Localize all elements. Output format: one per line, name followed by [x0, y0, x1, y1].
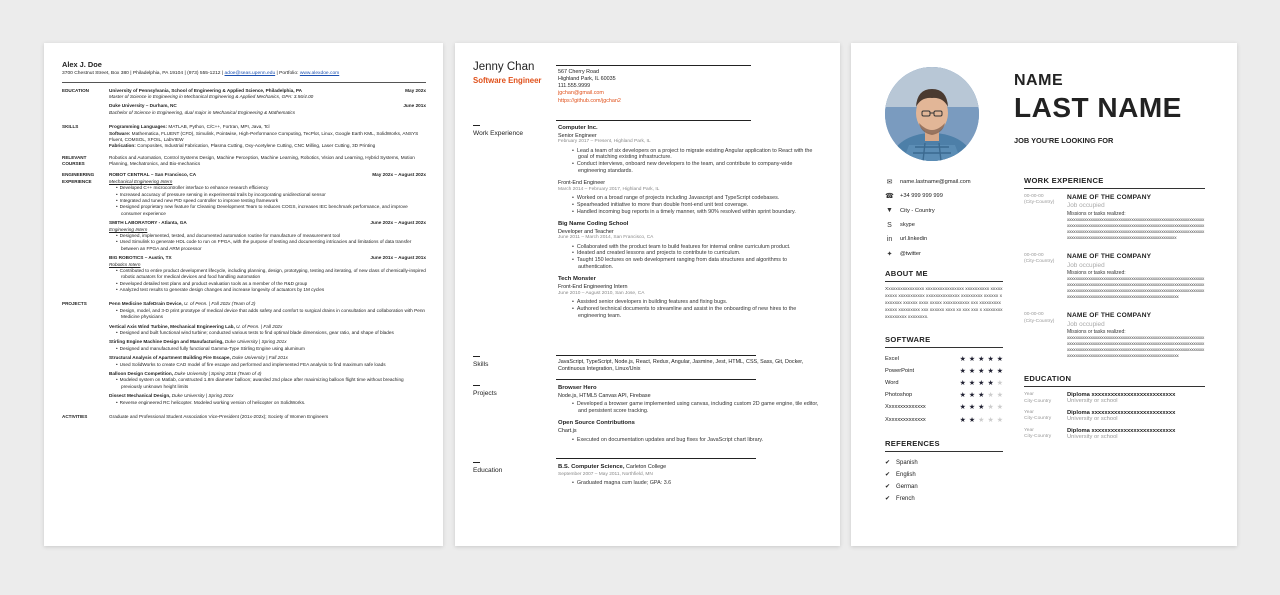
project-date: | Fall 202x (Team of 2)	[207, 301, 256, 307]
star-icon: ★	[978, 367, 985, 375]
star-icon: ★	[968, 380, 976, 388]
work-date: 00-00-00	[1024, 312, 1044, 318]
skill-values: Composites, Industrial Fabrication, Plasma Cutting, Oxy-Acetylene Cutting, CNC Milling, Laser Cutting, 3D Printing	[135, 143, 376, 149]
project-name: Browser Hero	[558, 385, 597, 391]
project-entry	[109, 371, 426, 390]
missions-text: xxxxxxxxxxxxxxxxxxxxxxxxxxxxxxxxxxxxxxxxxxxxxxxxxxxxxxxxxxxxxxxxxxxxxxxxxxxxxxxxxxxxxxxxxxxxxxxxxxxxxxxxxxxxxxxxxxxxxxxxxxxxxxxxxxxxxxxxxxxxxxxxxxxxxxxxxxxxxxxxxxxxxxxxxxxxxxxxxxxxxxxxxxxxxxxxxxxxxxxxxxxxxxxxxxxxxxxxxxxxxxxxxxxxxxxxxxxxxxxxxxx	[1067, 217, 1205, 241]
contact-item	[885, 246, 1003, 260]
resume-page-template	[851, 43, 1237, 546]
section-label: PROJECTS	[62, 301, 87, 307]
contact-block: 567 Cherry Road Highland Park, IL 60035 111.555.9999 jgchan@gmail.com https://github.com/jgchan2	[558, 69, 621, 104]
resume-name: Alex J. Doe	[62, 60, 102, 69]
check-icon: ✔	[885, 472, 891, 479]
contact-text: url.linkedin	[900, 236, 928, 243]
bullet-item: • Worked on a broad range of projects including Javascript and TypeScript codebases.	[570, 195, 820, 202]
linkedin-icon: in	[886, 235, 893, 243]
star-icon: ★	[978, 416, 985, 424]
section-label-education: Education	[473, 462, 502, 474]
skill-values: MATLAB, Python, C/C++, Fortran, MPI, Java, Tcl	[167, 124, 270, 130]
software-name: Xxxxxxxxxxxxxx	[885, 404, 926, 411]
job-entry	[558, 276, 820, 319]
school-name: University or school	[1067, 398, 1118, 405]
company-location: – San Francisco, CA	[149, 172, 197, 178]
reference-text: German	[896, 483, 918, 490]
software-heading: SOFTWARE	[885, 335, 1003, 348]
work-entry	[1024, 312, 1205, 359]
school-name: University of Pennsylvania,	[109, 87, 170, 93]
activities-text: Graduate and Professional Student Association Vice-President (201x-202x); Society of Women Engineers	[109, 413, 329, 419]
project-date: | Fall 202x	[259, 323, 283, 329]
degree-text: Bachelor of Science in Engineering, dual major in Mechanical Engineering & Mathematics	[109, 109, 296, 115]
bullet-item: • Developed detailed test plans and product evaluation tools as a member of the R&D group	[109, 281, 426, 287]
project-entry	[109, 301, 426, 320]
star-icon: ★	[996, 355, 1003, 363]
education-entry	[1024, 428, 1205, 441]
skills-text: JavaScript, TypeScript, Node.js, React, Redux, Angular, Jasmine, Jest, HTML, CSS, Sass, Git, Docker, Continuous Integration, Linux/Unix	[558, 359, 804, 372]
project-title: Structural Analysis of Apartment Building Fire Escape,	[109, 355, 231, 361]
courses-text: Robotics and Automation, Control Systems Design, Machine Perception, Machine Learning, Robotics, Vision and Learning, Hybrid Systems, Motion Planning, Mechatronics, and Bio-mechanics	[109, 154, 415, 167]
work-date: 00-00-00	[1024, 253, 1044, 259]
work-list	[1024, 194, 1205, 359]
bullet-item: • Increased accuracy of pressure sensing in experimental trails by incorporating unidirectional sensor	[109, 192, 426, 198]
resume-page-alex-doe	[44, 43, 443, 546]
project-entry	[109, 355, 426, 368]
software-name: Excel	[885, 355, 899, 362]
school-name: Duke University	[109, 103, 145, 109]
missions-label: Missions or tasks realized:	[1067, 269, 1126, 276]
project-name: Open Source Contributions	[558, 420, 635, 427]
email-link[interactable]: adoe@seas.upenn.edu	[224, 70, 276, 76]
company-name: Big Name Coding School	[558, 220, 629, 227]
bullet-item: • Contributed to entire product development lifecycle, including planning, design, prototyping, testing and iterating, of new class of chemically-inspired robotic actuators for medical devices and food handling automation	[109, 268, 426, 281]
phone-icon: ☎	[885, 193, 894, 201]
education-date: May 202x	[405, 87, 426, 93]
software-item	[885, 353, 1003, 365]
company-name: NAME OF THE COMPANY	[1067, 312, 1152, 320]
education-heading: EDUCATION	[1024, 374, 1205, 387]
contact-text: skype	[900, 222, 915, 229]
school-location: School of Engineering & Applied Science, Philadelphia, PA	[169, 87, 303, 93]
bullet-item: • Handled incoming bug reports in a timely manner, with 90% resolved within sprint boundary.	[570, 209, 820, 216]
project-school: Duke University	[173, 371, 208, 376]
job-role: Front-End Engineer	[558, 180, 606, 187]
job-entry	[558, 180, 820, 216]
education-city: City-Country	[1024, 416, 1052, 422]
skill-line	[109, 143, 426, 149]
star-icon: ★	[959, 392, 966, 400]
star-rating	[957, 355, 1003, 363]
project-date: | Spring 201x	[204, 393, 234, 399]
school-name: University or school	[1067, 415, 1118, 422]
software-item	[885, 377, 1003, 389]
reference-item	[885, 457, 1003, 469]
project-date: | Fall 201x	[264, 355, 288, 361]
bullet-item: • Authored technical documents to streamline and assist in the onboarding of new hires to the engineering team.	[570, 306, 820, 320]
references-heading: REFERENCES	[885, 439, 1003, 452]
bullet-item: • Designed proprietary new feature for Cleaning Development Team to reduces COGS, increases IEC benchmark performance, and improve consumer experience	[109, 204, 426, 217]
bullet-item: • Developed C++ microcontroller interface to enhance research efficiency	[109, 185, 426, 191]
project-title: Vertical Axis Wind Turbine, Mechanical Engineering Lab,	[109, 323, 235, 329]
star-rating	[957, 379, 1003, 387]
reference-text: English	[896, 471, 916, 478]
degree-text: Master of Science in Engineering in Mechanical Engineering & Applied Mechanics, GPA: 3.56/4.00	[109, 93, 314, 99]
star-rating	[957, 367, 1003, 375]
star-icon: ★	[978, 355, 985, 363]
project-title: Balloon Design Competition,	[109, 371, 174, 376]
left-column	[885, 175, 1003, 505]
skill-category: Software:	[109, 130, 131, 136]
first-name: NAME	[1014, 72, 1064, 89]
project-title: Dissect Mechanical Design,	[109, 393, 171, 399]
star-icon: ★	[987, 416, 994, 424]
missions-label: Missions or tasks realized:	[1067, 210, 1126, 217]
company-location: – Austin, TX	[143, 255, 172, 261]
reference-text: French	[896, 495, 915, 502]
star-icon: ★	[978, 404, 985, 412]
section-label: ACTIVITIES	[62, 413, 88, 419]
resume-name: Jenny Chan	[473, 61, 535, 73]
company-name: NAME OF THE COMPANY	[1067, 194, 1152, 201]
projects-section	[62, 301, 426, 408]
job-meta: June 2010 – August 2010, San Jose, CA	[558, 290, 645, 296]
job-meta: February 2017 – Present, Highland Park, IL	[558, 139, 651, 145]
software-item	[885, 413, 1003, 425]
portfolio-label: | Portfolio:	[276, 70, 299, 76]
reference-item	[885, 493, 1003, 505]
project-school: U. of Penn.	[234, 323, 260, 329]
profile-photo	[885, 67, 979, 161]
contact-text: name.lastname@gmail.com	[900, 179, 971, 186]
skills-section	[62, 124, 426, 150]
star-icon: ★	[968, 392, 976, 400]
bullet-item: • Design, model, and 3-D print prototype of medical device that adds safety and comfort to surgical drains in consultation and collaboration with Penn Medicine physicians	[109, 308, 426, 321]
project-school: U. of Penn.	[182, 301, 208, 307]
project-tech: Node.js, HTML5 Canvas API, Firebase	[558, 392, 651, 399]
star-icon: ★	[978, 380, 985, 388]
bullet-item: • Used SolidWorks to create CAD model of fire escape and performed and implemented FEA analysis to find maximum safe loads	[109, 362, 426, 368]
education-entry	[1024, 392, 1205, 405]
work-heading: WORK EXPERIENCE	[1024, 176, 1205, 189]
star-icon: ★	[987, 392, 994, 400]
bullet-item: • Taught 150 lectures on web development ranging from data structures and algorithms to authentication.	[570, 257, 820, 271]
courses-section	[62, 155, 426, 168]
divider	[556, 65, 751, 66]
project-entry	[109, 324, 426, 337]
company-location: - Atlanta, GA	[157, 220, 187, 226]
bullet-item: • Lead a team of six developers on a project to migrate existing Angular application to React with the goal of matching existing infrastructure.	[570, 148, 820, 162]
star-rating	[957, 391, 1003, 399]
email-link[interactable]: jgchan@gmail.com	[558, 90, 604, 97]
github-link[interactable]: https://github.com/jgchan2	[558, 97, 621, 104]
role-title: Mechanical Engineering Intern	[109, 178, 173, 184]
star-icon: ★	[959, 355, 966, 363]
education-year: Year	[1024, 427, 1034, 433]
software-name: Photoshop	[885, 392, 913, 399]
contact-address: 3700 Chestnut Street, Box 380 | Philadelphia, PA 19104 | (973) 555-1212 |	[62, 70, 224, 76]
about-heading: ABOUT ME	[885, 269, 1003, 282]
star-icon: ★	[996, 367, 1003, 375]
software-name: Word	[885, 380, 899, 387]
education-city: City-Country	[1024, 434, 1052, 440]
bullet-item: • Conduct interviews, onboard new developers to the team, and contribute to company-wide engineering standards.	[570, 161, 820, 175]
software-list	[885, 353, 1003, 426]
star-icon: ★	[959, 404, 966, 412]
job-title: Job occupied	[1067, 202, 1105, 210]
experience-date: June 201x – August 201x	[370, 255, 426, 261]
software-name: Xxxxxxxxxxxxxx	[885, 416, 926, 423]
project-title: Penn Medicine SafeDrain Device,	[109, 301, 183, 307]
divider	[556, 120, 751, 121]
star-icon: ★	[968, 404, 976, 412]
school-location: – Durham, NC	[144, 103, 177, 109]
references-list	[885, 457, 1003, 505]
experience-entry	[109, 220, 426, 252]
check-icon: ✔	[885, 496, 891, 503]
resume-page-jenny-chan	[455, 43, 840, 546]
software-item	[885, 365, 1003, 377]
missions-text: xxxxxxxxxxxxxxxxxxxxxxxxxxxxxxxxxxxxxxxxxxxxxxxxxxxxxxxxxxxxxxxxxxxxxxxxxxxxxxxxxxxxxxxxxxxxxxxxxxxxxxxxxxxxxxxxxxxxxxxxxxxxxxxxxxxxxxxxxxxxxxxxxxxxxxxxxxxxxxxxxxxxxxxxxxxxxxxxxxxxxxxxxxxxxxxxxxxxxxxxxxxxxxxxxxxxxxxxxxxxxxxxxxxxxxxxxxxxxxxxxxxx	[1067, 276, 1205, 300]
last-name: LAST NAME	[1014, 92, 1182, 123]
job-meta: March 2014 – February 2017, Highland Park, IL	[558, 187, 660, 193]
star-icon: ★	[968, 367, 976, 375]
project-title: Stirling Engine Machine Design and Manufacturing,	[109, 339, 224, 345]
bullet-item: • Assisted senior developers in building features and fixing bugs.	[570, 299, 820, 306]
contact-text: +34 999 999 999	[900, 193, 943, 200]
job-title: JOB YOU'RE LOOKING FOR	[1014, 136, 1114, 145]
company-name: Computer Inc.	[558, 125, 598, 131]
bullet-item: • Developed a browser game implemented using canvas, including custom 2D game engine, tile editor, and persistent score tracking.	[570, 401, 820, 415]
bullet-item: • Analyzed test results to generate design changes and increase longevity of actuators by 1M cycles	[109, 287, 426, 293]
job-role: Front-End Engineering Intern	[558, 283, 628, 290]
bullet-item: • Used Simulink to generate HDL code to run on FPGA, with the purpose of testing and documenting intricacies and limitations of data transfer between an FPGA and ARM processor	[109, 239, 426, 252]
work-date: 00-00-00	[1024, 194, 1044, 199]
star-icon: ★	[996, 416, 1003, 424]
missions-label: Missions or tasks realized:	[1067, 328, 1126, 335]
education-entry	[109, 88, 426, 101]
project-school: Duke University	[170, 393, 205, 399]
phone-text: 111.555.9999	[558, 83, 591, 90]
bullet-item: • Collaborated with the product team to build features for internal online curriculum product.	[570, 244, 820, 251]
experience-entry	[109, 255, 426, 293]
star-icon: ★	[959, 380, 966, 388]
star-icon: ★	[987, 380, 994, 388]
diploma-name: Diploma xxxxxxxxxxxxxxxxxxxxxxxxxx	[1067, 409, 1176, 416]
star-icon: ★	[968, 355, 976, 363]
location-icon: ▼	[886, 207, 893, 215]
star-icon: ★	[968, 416, 976, 424]
projects-section	[558, 385, 820, 449]
contact-text: @twitter	[900, 250, 921, 257]
work-section	[558, 125, 820, 324]
reference-item	[885, 481, 1003, 493]
bullet-item: • Ideated and created lessons and projects to contribute to curriculum.	[570, 250, 820, 257]
project-entry	[558, 420, 820, 443]
project-entry	[558, 385, 820, 415]
software-name: PowerPoint	[885, 367, 915, 374]
work-city: (City-Country)	[1024, 318, 1055, 324]
job-role: Senior Engineer	[558, 132, 597, 139]
divider	[62, 82, 426, 83]
experience-entry	[109, 172, 426, 217]
skill-category: Programming Languages:	[109, 124, 168, 130]
job-title: Job occupied	[1067, 261, 1105, 269]
education-section	[62, 88, 426, 120]
contact-item	[885, 232, 1003, 246]
experience-date: May 202x – August 202x	[372, 172, 426, 178]
portfolio-link[interactable]: www.alexdoe.com	[299, 70, 340, 76]
divider	[556, 379, 756, 380]
activities-section	[62, 414, 426, 420]
star-icon: ★	[996, 404, 1003, 412]
experience-date: June 202x – August 202x	[370, 220, 426, 226]
contact-text: City - Country	[900, 207, 935, 214]
software-item	[885, 389, 1003, 401]
job-title: Job occupied	[1067, 320, 1105, 328]
bullet-item: • Designed and built functional wind turbine; conducted various tests to find optimal blade dimensions, gear ratio, and shape of blades	[109, 330, 426, 336]
section-label-work: Work Experience	[473, 125, 523, 137]
skill-line	[109, 131, 426, 144]
company-name: BIG ROBOTICS	[109, 255, 144, 261]
bullet-item: • Modeled system on Matlab, constructed 1.8m diameter balloon; awarded 2nd place after maximizing balloon flight time without breaching previously unknown height limits	[109, 377, 426, 390]
project-school: Duke University	[223, 339, 258, 345]
star-icon: ★	[996, 392, 1003, 400]
envelope-icon: ✉	[886, 179, 893, 187]
reference-item	[885, 469, 1003, 481]
education-year: Year	[1024, 409, 1034, 415]
star-icon: ★	[987, 404, 994, 412]
education-section: B.S. Computer Science, Carleton College September 2007 – May 2011, Northfield, MN • Graduated magna cum laude; GPA: 3.6	[558, 464, 820, 491]
work-city: (City-Country)	[1024, 259, 1055, 265]
job-meta: June 2011 – March 2014, San Francisco, CA	[558, 235, 654, 241]
education-entry	[1024, 410, 1205, 423]
diploma-name: Diploma xxxxxxxxxxxxxxxxxxxxxxxxxx	[1067, 427, 1176, 434]
star-icon: ★	[978, 392, 985, 400]
project-date: | Spring 201x	[257, 339, 287, 345]
bullet-item: • Reverse engineered RC helicopter. Modeled working version of helicopter on SolidWorks.	[109, 400, 426, 406]
bullet-item: • Executed on documentation updates and bug fixes for JavaScript chart library.	[570, 437, 820, 444]
role-title: Engineering Intern	[109, 226, 148, 232]
contact-item	[885, 218, 1003, 232]
role-title: Robotics Intern	[109, 261, 141, 267]
bullet-item: • Designed, implemented, tested, and documented automation routine for manufacture of measurement tool	[109, 233, 426, 239]
section-label-skills: Skills	[473, 356, 488, 368]
experience-section	[62, 172, 426, 296]
education-entry	[109, 103, 426, 116]
star-rating	[957, 403, 1003, 411]
project-school: Duke University	[230, 355, 265, 361]
missions-text: xxxxxxxxxxxxxxxxxxxxxxxxxxxxxxxxxxxxxxxxxxxxxxxxxxxxxxxxxxxxxxxxxxxxxxxxxxxxxxxxxxxxxxxxxxxxxxxxxxxxxxxxxxxxxxxxxxxxxxxxxxxxxxxxxxxxxxxxxxxxxxxxxxxxxxxxxxxxxxxxxxxxxxxxxxxxxxxxxxxxxxxxxxxxxxxxxxxxxxxxxxxxxxxxxxxxxxxxxxxxxxxxxxxxxxxxxxxxxxxxxxxx	[1067, 335, 1205, 359]
company-name: NAME OF THE COMPANY	[1067, 253, 1152, 261]
project-entry	[109, 339, 426, 352]
work-city: (City-Country)	[1024, 200, 1055, 206]
star-icon: ★	[959, 367, 966, 375]
job-entry	[558, 125, 820, 175]
section-label: SKILLS	[62, 124, 79, 130]
star-rating	[957, 416, 1003, 424]
star-icon: ★	[959, 416, 966, 424]
software-item	[885, 401, 1003, 413]
section-label-projects: Projects	[473, 385, 497, 397]
job-role: Developer and Teacher	[558, 228, 614, 235]
divider	[556, 458, 756, 459]
star-icon: ★	[996, 380, 1003, 388]
skype-icon: S	[887, 221, 892, 229]
education-list	[1024, 392, 1205, 440]
reference-text: Spanish	[896, 459, 918, 466]
diploma-name: Diploma xxxxxxxxxxxxxxxxxxxxxxxxxx	[1067, 392, 1176, 399]
project-tech: Chart.js	[558, 427, 577, 434]
education-date: June 201x	[403, 103, 426, 109]
company-name: ROBOT CENTRAL	[109, 172, 150, 178]
education-city: City-Country	[1024, 398, 1052, 404]
contact-item	[885, 175, 1003, 189]
right-column	[1024, 176, 1205, 445]
check-icon: ✔	[885, 460, 891, 467]
resume-title: Software Engineer	[473, 76, 542, 85]
bullet-item: • Spearheaded initiative to more than double front-end unit test coverage.	[570, 202, 820, 209]
school-name: University or school	[1067, 433, 1118, 440]
company-name: Tech Monster	[558, 276, 596, 283]
star-icon: ★	[987, 367, 994, 375]
job-entry	[558, 221, 820, 271]
bullet-item: • Integrated and tuned new PID speed controller to improve testing framework	[109, 198, 426, 204]
section-label: ENGINEERING EXPERIENCE	[62, 172, 95, 184]
skill-category: Fabrication:	[109, 143, 136, 149]
contact-item	[885, 204, 1003, 218]
divider	[556, 355, 756, 356]
star-icon: ★	[987, 355, 994, 363]
section-label: EDUCATION	[62, 87, 89, 93]
project-entry	[109, 393, 426, 406]
check-icon: ✔	[885, 484, 891, 491]
contact-item	[885, 189, 1003, 203]
contact-list	[885, 175, 1003, 261]
work-entry	[1024, 253, 1205, 300]
twitter-icon: ✦	[886, 250, 893, 258]
work-entry	[1024, 194, 1205, 241]
bullet-item: • Designed and manufactured fully functional Gamma-Type Stirling Engine using aluminum	[109, 346, 426, 352]
project-date: | Spring 2016 (Team of 4)	[207, 371, 262, 376]
company-name: SMITH LABORATORY	[109, 220, 158, 226]
section-label: RELEVANT COURSES	[62, 154, 87, 166]
education-year: Year	[1024, 392, 1034, 398]
skill-values: Mathematica, FLUENT (CFD), Simulink, Pointwise, High-Performance Computing, TecPlot, Linux, Google Earth KML, SolidWorks, ANSYS Fluent, COMSOL, XFOIL, LabVIEW	[109, 130, 419, 142]
about-text: Xxxxxxxxxxxxxxxx xxxxxxxxxxxxxxxx xxxxxxxxxx xxxxxxxxxx xxxxxxxxxxx xxxxxxxxxxxxxx xxxxxxxxx xxxxxx xxxxxxxx xxxxxx xxxx xxxxx xxxxxxxxxxx xxx xxxxxxxxx xxxxx xxxxxxxxx xxx xxxxxx xxxx xx xxx xxx x xxxxxxxxxxxxxxxxx xxxxxxxx.	[885, 286, 1003, 320]
contact-line	[62, 71, 426, 78]
